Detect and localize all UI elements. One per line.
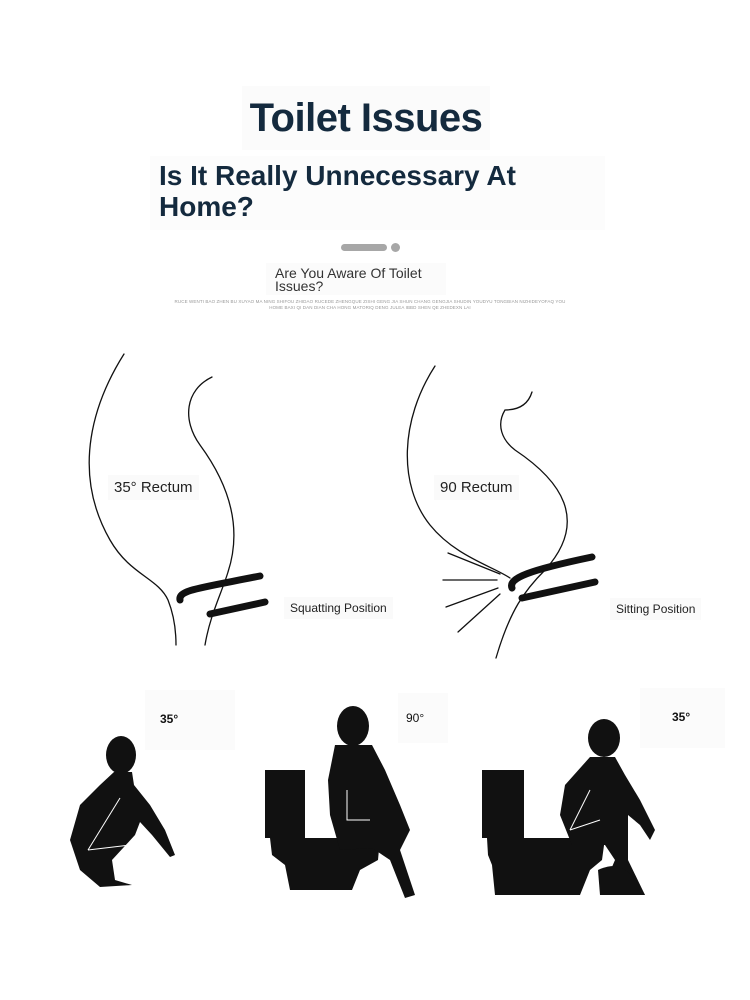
- sitting-silhouette: [265, 706, 415, 898]
- sit-angle-label: 90°: [398, 693, 448, 743]
- sitting-position-label: Sitting Position: [610, 598, 701, 620]
- right-body-outline: [407, 366, 510, 578]
- ray-1: [448, 553, 500, 574]
- squat-angle-label: 35°: [145, 690, 235, 750]
- page-subtitle: Is It Really Unnecessary At Home?: [150, 156, 605, 230]
- ray-3: [446, 588, 498, 607]
- stool-angle-label: 35°: [640, 688, 725, 748]
- squatting-position-label: Squatting Position: [284, 597, 393, 619]
- left-rectum-label: 35° Rectum: [108, 475, 199, 500]
- pinyin-caption: RUCE WENTI BAO ZHEN BU XUYAO MA NING SHIFOU ZHIDAO RUCEDE ZHENGQUE ZISHI GENG JIA SHUN CHANG GENGJIA SHUDIN YOUDYU TONGBIAN NIZHIDEYOFAQ YOU HOME BAXI QI DAN DIAN CHA HONG MATORIQ DENG JULEA IBBD SHEN QE ZHEDEXN LAI: [174, 299, 566, 310]
- right-body-front: [496, 392, 567, 658]
- left-bar-lower: [210, 602, 265, 614]
- question-heading: Are You Aware Of Toilet Issues?: [266, 263, 446, 295]
- right-rectum-label: 90 Rectum: [434, 475, 519, 500]
- right-bar-lower: [522, 582, 595, 598]
- page-title: Toilet Issues: [242, 86, 490, 150]
- stool-silhouette: [482, 719, 655, 895]
- squatting-silhouette: [70, 736, 175, 887]
- left-body-front: [189, 377, 234, 645]
